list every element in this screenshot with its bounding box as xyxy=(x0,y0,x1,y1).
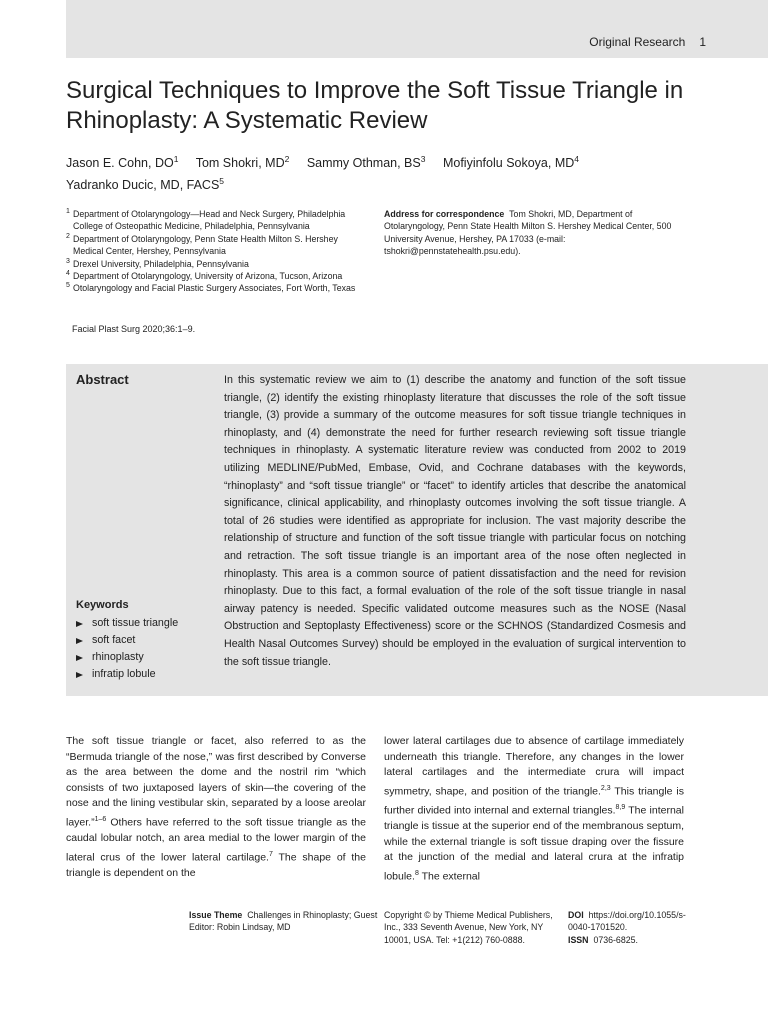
keyword-item: soft facet xyxy=(76,632,178,649)
section-label: Original Research xyxy=(589,35,686,49)
bullet-arrow-icon xyxy=(76,672,83,678)
keyword-item: infratip lobule xyxy=(76,666,178,683)
affiliation-item: 2 Department of Otolaryngology, Penn State Health Milton S. Hershey Medical Center, Hershey, Pennsylvania xyxy=(66,232,338,257)
abstract-heading: Abstract xyxy=(76,372,129,387)
affiliation-item: 1 Department of Otolaryngology—Head and Neck Surgery, Philadelphia College of Osteopathic Medicine, Philadelphia, Pennsylvania xyxy=(66,208,346,232)
author: Tom Shokri, $MD^2$ xyxy=(195,154,290,171)
affiliations xyxy=(66,208,366,295)
correspondence-label: Address for correspondence xyxy=(384,209,505,219)
author: Sammy Othman, $BS^3$ xyxy=(306,154,426,171)
body-column-left: The soft tissue triangle or facet, also referred to as the “Bermuda triangle of the nose,” was first described by Converse as the area between the dome and the nostril rim “which consists of two juxtaposed layers of skin—the covering of the nose and the lining vestibular skin, separated by a loose areolar layer.”$^{1-6}$ Others have referred to the soft tissue triangle as the caudal lobular notch, an area medial to the lower margin of the lateral crus of the lower lateral cartilage.$^7$ The shape of the triangle is dependent on the xyxy=(66,735,366,879)
doi-issn: DOI https://doi.org/10.1055/s-0040-1701520. ISSN 0736-6825. xyxy=(568,910,686,945)
abstract-text: In this systematic review we aim to (1) describe the anatomy and function of the soft tissue triangle, (2) identify the existing rhinoplasty literature that discusses the role of the soft tissue triangle, (3) provide a summary of the outcome measures for soft tissue triangle techniques in rhinoplasty, and (4) demonstrate the need for further research reviewing soft tissue triangle techniques in rhinoplasty. A systematic literature review was conducted from 2002 to 2019 utilizing MEDLINE/PubMed, Embase, Ovid, and Cochrane databases with the keywords, “rhinoplasty” and “soft tissue triangle” or “facet” to identify articles that describe the anatomical significance, clinical applicability, and rhinoplasty outcomes involving the soft tissue triangle. A total of 26 studies were identified as appropriate for inclusion. The vast majority describe the relationship of structure and function of the soft tissue triangle with particular focus on notching and retraction. The soft tissue triangle is an important area of the nose often neglected in rhinoplasty. This area is a common source of patient dissatisfaction and the need for revision rhinoplasty. Due to this fact, a formal evaluation of the role of the soft tissue triangle in nasal airway patency is needed. Specific validated outcome measures such as the NOSE (Nasal Obstruction and Septoplasty Effectiveness) score or the SCHNOS (Standardized Cosmesis and Health Nasal Outcomes Survey) should be employed in the evaluation of surgical intervention to the soft tissue triangle. xyxy=(224,374,686,668)
keyword-item: rhinoplasty xyxy=(76,649,178,666)
page-number: 1 xyxy=(699,35,706,49)
keywords-heading: Keywords xyxy=(76,599,129,611)
journal-citation: Facial Plast Surg 2020;36:1–9. xyxy=(72,324,196,334)
article-title: Surgical Techniques to Improve the Soft Tissue Triangle in Rhinoplasty: A Systematic Review xyxy=(66,77,684,134)
author: Jason E. Cohn, $DO^1$ xyxy=(66,154,179,171)
affiliation-item: 3 Drexel University, Philadelphia, Pennsylvania xyxy=(66,257,249,269)
keyword-item: soft tissue triangle xyxy=(76,615,178,632)
copyright-notice: Copyright © by Thieme Medical Publishers, Inc., 333 Seventh Avenue, New York, NY 10001, USA. Tel: +1(212) 760-0888. xyxy=(384,910,553,945)
bullet-arrow-icon xyxy=(76,638,83,644)
keywords-list xyxy=(76,615,178,683)
author-list xyxy=(66,150,706,194)
bullet-arrow-icon xyxy=(76,655,83,661)
author: Mofiyinfolu Sokoya, $MD^4$ xyxy=(442,154,580,171)
correspondence-text: Tom Shokri, MD, Department of Otolaryngology, Penn State Health Milton S. Hershey Medical Center, 500 University Avenue, Hershey, PA 17033 (e-mail: tshokri@pennstatehealth.psu.edu). xyxy=(384,209,672,257)
bullet-arrow-icon xyxy=(76,621,83,627)
header-band xyxy=(66,0,768,58)
author: Yadranko Ducic, MD, FACS$^5$ xyxy=(66,176,225,193)
issue-theme: Issue Theme Challenges in Rhinoplasty; Guest Editor: Robin Lindsay, MD xyxy=(189,910,378,933)
affiliation-item: 4 Department of Otolaryngology, University of Arizona, Tucson, Arizona xyxy=(66,270,343,282)
affiliation-item: 5 Otolaryngology and Facial Plastic Surgery Associates, Fort Worth, Texas xyxy=(66,282,356,294)
correspondence-address xyxy=(384,208,694,258)
doi-link[interactable]: https://doi.org/10.1055/s-0040-1701520. xyxy=(568,910,686,933)
body-column-right: lower lateral cartilages due to absence of cartilage immediately underneath this triangle. Therefore, any changes in the lower lateral cartilages and the intermediate crura will impact symmetry, shape, and position of the triangle.$^{2,3}$ This triangle is further divided into internal and external triangles.$^{8,9}$ The internal triangle is tissue at the superior end of the membranous septum, while the external triangle is soft tissue draping over the fissure at the junction of the medial and lateral crura at the infratip lobule.$^8$ The external xyxy=(384,735,684,883)
running-header xyxy=(589,35,706,49)
